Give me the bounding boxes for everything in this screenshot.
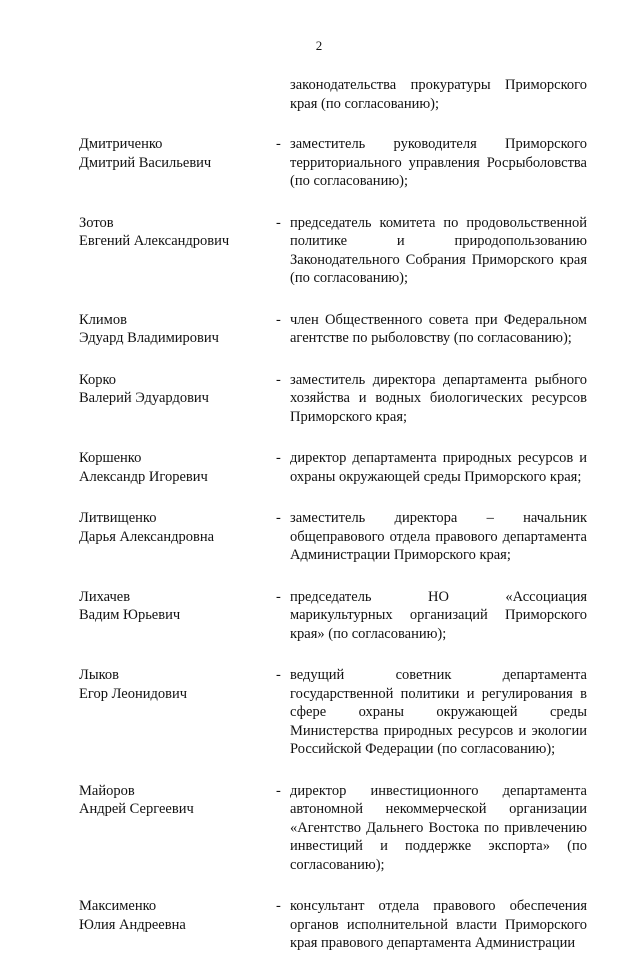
- member-surname: Максименко: [79, 898, 157, 914]
- member-name: [79, 588, 269, 625]
- member-given-name: Дарья Александровна: [79, 528, 215, 545]
- page-number: 2: [315, 38, 323, 53]
- member-given-name: Валерий Эдуардович: [79, 390, 209, 406]
- member-name: [79, 897, 269, 934]
- member-surname: Майоров: [79, 782, 135, 799]
- member-entry: [0, 371, 638, 427]
- member-position: директор департамента природных ресурсов и охраны окружающей среды Приморского края;: [290, 450, 587, 485]
- dash-separator: -: [276, 510, 281, 526]
- member-name: [79, 449, 269, 486]
- member-position: заместитель руководителя Приморского территориального управления Росрыболовства (по согласованию);: [290, 136, 587, 189]
- member-surname: Корко: [79, 371, 117, 388]
- member-entry: [0, 311, 638, 348]
- member-list: [0, 76, 638, 953]
- member-given-name: Александр Игоревич: [79, 468, 208, 485]
- member-given-name: Евгений Александрович: [79, 233, 230, 249]
- member-name: [79, 782, 269, 819]
- dash-separator: -: [276, 667, 281, 683]
- member-entry: [0, 509, 638, 565]
- member-surname: Лихачев: [79, 588, 131, 605]
- member-name: [79, 666, 269, 703]
- member-given-name: Юлия Андреевна: [79, 916, 186, 933]
- dash-separator: -: [276, 136, 281, 152]
- dash-separator: -: [276, 588, 281, 605]
- member-entry: [0, 214, 638, 288]
- dash-separator: -: [276, 782, 281, 799]
- member-surname: Дмитриченко: [79, 136, 163, 152]
- dash-separator: -: [276, 450, 281, 466]
- member-given-name: Егор Леонидович: [79, 685, 188, 702]
- member-given-name: Андрей Сергеевич: [79, 801, 194, 817]
- member-entry: [0, 897, 638, 953]
- member-surname: Литвищенко: [79, 510, 157, 526]
- member-surname: Лыков: [79, 667, 119, 683]
- member-entry: [0, 782, 638, 875]
- member-name: [79, 311, 269, 348]
- member-position: член Общественного совета при Федеральном агентстве по рыболовству (по согласованию);: [290, 311, 587, 346]
- member-name: [79, 371, 269, 408]
- member-position: ведущий советник департамента государственной политики и регулирования в сфере охраны окружающей среды Министерства природных ресурсов и экологии Российской Федерации (по согласованию);: [290, 667, 587, 757]
- member-surname: Климов: [79, 311, 127, 328]
- member-given-name: Вадим Юрьевич: [79, 607, 181, 623]
- member-entry: [0, 666, 638, 759]
- member-position: председатель комитета по продовольственной политике и природопользованию Законодательного Собрания Приморского края (по согласованию);: [290, 214, 587, 286]
- dash-separator: -: [276, 311, 281, 328]
- member-position: председатель НО «Ассоциация марикультурных организаций Приморского края» (по согласованию);: [290, 588, 587, 642]
- continuation-text: законодательства прокуратуры Приморского края (по согласованию);: [290, 77, 587, 112]
- member-position: заместитель директора департамента рыбного хозяйства и водных биологических ресурсов Приморского края;: [290, 371, 587, 425]
- continuation-entry: [0, 76, 638, 113]
- member-name: [79, 135, 269, 172]
- member-given-name: Эдуард Владимирович: [79, 330, 219, 346]
- member-name: [79, 509, 269, 546]
- member-name: [79, 214, 269, 251]
- member-surname: Коршенко: [79, 450, 142, 466]
- member-entry: [0, 588, 638, 644]
- member-surname: Зотов: [79, 214, 114, 231]
- member-entry: [0, 449, 638, 486]
- member-position: консультант отдела правового обеспечения органов исполнительной власти Приморского края правового департамента Администрации: [290, 898, 587, 951]
- dash-separator: -: [276, 371, 281, 388]
- dash-separator: -: [276, 898, 281, 914]
- member-position: заместитель директора – начальник общеправового отдела правового департамента Администрации Приморского края;: [290, 510, 587, 563]
- member-given-name: Дмитрий Васильевич: [79, 154, 212, 171]
- member-entry: [0, 135, 638, 191]
- member-position: директор инвестиционного департамента автономной некоммерческой организации «Агентство Дальнего Востока по привлечению инвестиций и поддержке экспорта» (по согласованию);: [290, 782, 587, 873]
- dash-separator: -: [276, 214, 281, 231]
